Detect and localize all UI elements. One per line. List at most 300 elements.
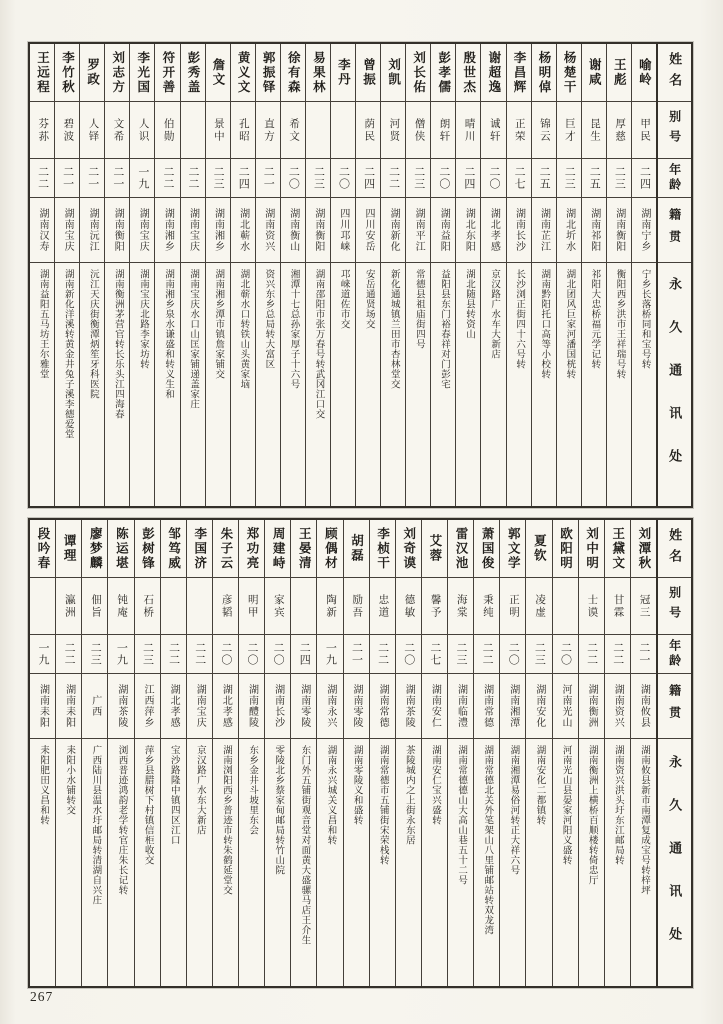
person-origin: 湖南宝庆: [181, 198, 205, 263]
person-age: 二一: [344, 635, 369, 674]
person-origin: 四川安岳: [356, 198, 380, 263]
person-name: 朱子云: [213, 520, 238, 578]
person-origin: 湖南攸县: [631, 674, 656, 739]
person-column: [343, 520, 369, 986]
person-name: 艾蓉: [422, 520, 447, 578]
person-age: 二二: [30, 159, 54, 198]
person-address: 湖南常德市五铺街宋荣栈转: [377, 745, 388, 865]
person-alias: 碧波: [55, 102, 79, 159]
person-age: 二〇: [553, 635, 578, 674]
person-origin: 湖北孝感: [213, 674, 238, 739]
person-alias: [181, 102, 205, 159]
person-age: 二五: [532, 159, 556, 198]
person-alias: 伯勋: [155, 102, 179, 159]
person-address: 常德县祖庙街四号: [413, 269, 424, 349]
person-alias: 人铎: [80, 102, 104, 159]
person-name: 罗政: [80, 44, 104, 102]
person-age: 二一: [105, 159, 129, 198]
person-address: 湖南湘乡泉水谦盛和转义生和: [163, 269, 174, 399]
person-name: 李竹秋: [55, 44, 79, 102]
person-column: [160, 520, 186, 986]
person-column: [606, 44, 631, 506]
person-column: [134, 520, 160, 986]
person-column: [473, 520, 499, 986]
person-origin: 湖南宝庆: [55, 198, 79, 263]
person-name: 廖梦麟: [82, 520, 107, 578]
person-column: [531, 44, 556, 506]
person-name: 殷世杰: [456, 44, 480, 102]
person-column: [180, 44, 205, 506]
person-address: 茶陵城内之上街永东居: [403, 745, 414, 845]
person-age: 二〇: [396, 635, 421, 674]
person-alias: 晴川: [456, 102, 480, 159]
column-header-address: 永久通讯处: [667, 277, 683, 492]
person-age: 二二: [181, 159, 205, 198]
person-address: 耒阳小水铺转交: [64, 745, 75, 815]
person-alias: 荫民: [356, 102, 380, 159]
person-address: 湖北随县转资山: [464, 269, 475, 339]
person-alias: 正明: [500, 578, 525, 635]
person-origin: 湖南湘乡: [206, 198, 230, 263]
column-header-origin: 籍贯: [658, 674, 691, 739]
person-alias: 希文: [281, 102, 305, 159]
person-age: 一九: [30, 635, 55, 674]
person-alias: [291, 578, 316, 635]
person-alias: [30, 578, 55, 635]
person-age: 二四: [456, 159, 480, 198]
person-column: [205, 44, 230, 506]
person-origin: 湖南宝庆: [130, 198, 154, 263]
person-name: 顾偶材: [317, 520, 342, 578]
person-column: [369, 520, 395, 986]
person-name: 刘长佑: [406, 44, 430, 102]
person-origin: 湖南沅江: [80, 198, 104, 263]
person-origin: 湖南长沙: [265, 674, 290, 739]
person-alias: 甘霖: [605, 578, 630, 635]
person-origin: 湖北孝感: [481, 198, 505, 263]
person-column: [290, 520, 316, 986]
person-name: 王远程: [30, 44, 54, 102]
column-header-age: 年龄: [658, 159, 691, 198]
person-column: [421, 520, 447, 986]
person-column: [552, 520, 578, 986]
person-origin: 湖北圻水: [557, 198, 581, 263]
person-address: 京汉路广水东大新店: [194, 745, 205, 835]
person-age: 二四: [231, 159, 255, 198]
person-alias: 馨予: [422, 578, 447, 635]
person-column: [630, 520, 656, 986]
person-age: 二一: [631, 635, 656, 674]
person-column: [30, 44, 54, 506]
person-alias: 冠三: [631, 578, 656, 635]
person-alias: 德敏: [396, 578, 421, 635]
person-alias: [187, 578, 212, 635]
person-alias: 昆生: [582, 102, 606, 159]
person-origin: 湖南湘潭: [500, 674, 525, 739]
person-address: 零陵北乡蔡家甸邮局转竹山院: [273, 745, 284, 875]
person-address: 萍乡县腊树下村镇信柜收交: [142, 745, 153, 865]
person-origin: 湖南祁阳: [582, 198, 606, 263]
person-column: [405, 44, 430, 506]
person-name: 周建峙: [265, 520, 290, 578]
person-alias: 甲民: [632, 102, 656, 159]
person-name: 彭秀盖: [181, 44, 205, 102]
person-name: 段吟春: [30, 520, 55, 578]
person-address: 湖南宝庆水口山匡家铺递盖家庄: [188, 269, 199, 409]
person-address: 益阳县东门裕春祥对门彭宅: [438, 269, 449, 389]
person-name: 郭振铎: [256, 44, 280, 102]
person-alias: 凌虚: [526, 578, 551, 635]
person-origin: 湖南平江: [406, 198, 430, 263]
person-alias: 瀛洲: [56, 578, 81, 635]
person-origin: 湖南益阳: [431, 198, 455, 263]
person-age: 二三: [406, 159, 430, 198]
person-column: [604, 520, 630, 986]
person-origin: 湖南常德: [370, 674, 395, 739]
person-column: [499, 520, 525, 986]
column-header-alias: 别号: [658, 102, 691, 159]
person-alias: 钝庵: [108, 578, 133, 635]
person-age: 二四: [632, 159, 656, 198]
person-age: 二〇: [500, 635, 525, 674]
person-name: 刘中明: [579, 520, 604, 578]
person-column: [129, 44, 154, 506]
person-origin: 湖北孝感: [161, 674, 186, 739]
person-name: 王彪: [607, 44, 631, 102]
person-age: 二一: [55, 159, 79, 198]
person-name: 王黛文: [605, 520, 630, 578]
person-name: 符开善: [155, 44, 179, 102]
person-column: [380, 44, 405, 506]
person-name: 彭树锋: [135, 520, 160, 578]
person-name: 黄义文: [231, 44, 255, 102]
person-column: [81, 520, 107, 986]
person-address: 湖南安仁宝兴盛转: [430, 745, 441, 825]
person-address: 浏西普迹鸿韵老学转官庄朱长记转: [116, 745, 127, 895]
person-address: 湖南邵阳市张万春号转武冈江口交: [313, 269, 324, 419]
column-header-name: 姓名: [658, 44, 691, 102]
person-origin: 湖南常德: [474, 674, 499, 739]
person-name: 杨楚干: [557, 44, 581, 102]
person-alias: 巨才: [557, 102, 581, 159]
person-name: 曾振: [356, 44, 380, 102]
person-alias: 彦韬: [213, 578, 238, 635]
person-alias: 励吾: [344, 578, 369, 635]
person-column: [230, 44, 255, 506]
person-alias: 石桥: [135, 578, 160, 635]
person-age: 二二: [370, 635, 395, 674]
person-address: 湖南宝庆北路李家坊转: [138, 269, 148, 369]
person-address: 湖南湘乡潭市镇詹家铺交: [213, 269, 224, 379]
person-name: 雷汉池: [448, 520, 473, 578]
person-name: 李丹: [331, 44, 355, 102]
person-column: [578, 520, 604, 986]
person-alias: 锦云: [532, 102, 556, 159]
person-age: 二二: [155, 159, 179, 198]
person-origin: 湖南资兴: [605, 674, 630, 739]
person-origin: 湖南耒阳: [30, 674, 55, 739]
person-alias: 诚轩: [481, 102, 505, 159]
person-origin: 湖南汉寿: [30, 198, 54, 263]
person-age: 二五: [582, 159, 606, 198]
person-name: 李国济: [187, 520, 212, 578]
person-alias: 厚慈: [607, 102, 631, 159]
person-column: [330, 44, 355, 506]
person-alias: 正荣: [507, 102, 531, 159]
person-column: [506, 44, 531, 506]
person-address: 湖南湘潭易俗河转正大祥六号: [508, 745, 519, 875]
person-age: 二〇: [239, 635, 264, 674]
person-alias: 家宾: [265, 578, 290, 635]
person-origin: 广西: [82, 674, 107, 739]
person-address: 耒阳肥田义昌和转: [38, 745, 49, 825]
person-name: 喻岭: [632, 44, 656, 102]
person-address: 湖南浏阳西乡普迹市转朱鹤延堂交: [221, 745, 232, 895]
person-age: 二二: [187, 635, 212, 674]
roster-table-upper: [28, 42, 693, 508]
person-column: [107, 520, 133, 986]
person-column: [264, 520, 290, 986]
person-origin: 湖南茶陵: [396, 674, 421, 739]
person-name: 刘凯: [381, 44, 405, 102]
person-alias: 士谟: [579, 578, 604, 635]
person-column: [79, 44, 104, 506]
person-origin: 湖南资兴: [256, 198, 280, 263]
person-origin: 湖南永兴: [317, 674, 342, 739]
person-address: 湖北团风巨家河潘国桄转: [564, 269, 575, 379]
person-column: [280, 44, 305, 506]
person-address: 湖南益阳五马坊王尔雅堂: [37, 269, 48, 379]
person-origin: 江西萍乡: [135, 674, 160, 739]
person-name: 易果林: [306, 44, 330, 102]
person-age: 二二: [381, 159, 405, 198]
person-alias: 忠道: [370, 578, 395, 635]
person-name: 杨明倬: [532, 44, 556, 102]
person-column: [55, 520, 81, 986]
person-origin: 湖南耒阳: [56, 674, 81, 739]
person-alias: 僧侠: [406, 102, 430, 159]
person-address: 沅江天庆街衡潭炳笙牙科医院: [87, 269, 98, 399]
person-alias: 人识: [130, 102, 154, 159]
person-alias: [553, 578, 578, 635]
person-origin: 湖南芷江: [532, 198, 556, 263]
person-origin: 湖南衡阳: [306, 198, 330, 263]
person-alias: 陶新: [317, 578, 342, 635]
person-address: 湖南资兴洪头圩东江邮局转: [612, 745, 623, 865]
person-address: 宝沙路隆中镇四区江口: [168, 745, 179, 845]
person-name: 陈运堪: [108, 520, 133, 578]
person-origin: 湖南长沙: [507, 198, 531, 263]
person-address: 新化通城镇兰田市杏林堂交: [388, 269, 399, 389]
person-address: 东乡金井斗坡里东会: [247, 745, 258, 835]
person-age: 二一: [80, 159, 104, 198]
person-age: 二〇: [265, 635, 290, 674]
person-alias: 直方: [256, 102, 280, 159]
person-address: 河南光山县晏家河阳义盛转: [560, 745, 571, 865]
person-address: 广西陆川县温水圩邮局转清湖自兴庄: [90, 745, 101, 905]
person-column: [395, 520, 421, 986]
person-origin: 湖南安仁: [422, 674, 447, 739]
person-column: [305, 44, 330, 506]
person-age: 二〇: [331, 159, 355, 198]
person-column: [238, 520, 264, 986]
person-address: 湖南黔阳托口高等小校转: [539, 269, 550, 379]
person-name: 胡磊: [344, 520, 369, 578]
person-address: 邛崃道佐市交: [338, 269, 349, 329]
person-column: [556, 44, 581, 506]
person-name: 刘潭秋: [631, 520, 656, 578]
person-address: 湘潭十七总孙家厚子十六号: [288, 269, 299, 389]
person-address: 湖南常德德山大高山巷五十二号: [456, 745, 467, 885]
person-address: 湖南衡洲茅营官转长乐头江四海春: [112, 269, 123, 419]
person-alias: 景中: [206, 102, 230, 159]
column-header-address: 永久通讯处: [667, 755, 683, 970]
person-name: 谭理: [56, 520, 81, 578]
header-column: [656, 520, 691, 986]
person-name: 郑功亮: [239, 520, 264, 578]
person-age: 二三: [448, 635, 473, 674]
column-header-name: 姓名: [658, 520, 691, 578]
person-age: 二四: [291, 635, 316, 674]
person-age: 二〇: [281, 159, 305, 198]
person-name: 詹文: [206, 44, 230, 102]
person-column: [316, 520, 342, 986]
person-age: 二〇: [213, 635, 238, 674]
person-column: [54, 44, 79, 506]
person-origin: 湖南衡山: [281, 198, 305, 263]
person-column: [447, 520, 473, 986]
person-name: 王晏清: [291, 520, 316, 578]
person-age: 二三: [206, 159, 230, 198]
person-origin: 湖南宁乡: [632, 198, 656, 263]
person-column: [525, 520, 551, 986]
person-origin: 湖南零陵: [344, 674, 369, 739]
person-column: [430, 44, 455, 506]
person-origin: 湖南临澧: [448, 674, 473, 739]
person-age: 二七: [422, 635, 447, 674]
person-address: 京汉路广水车大新店: [489, 269, 500, 359]
person-origin: 湖南醴陵: [239, 674, 264, 739]
person-alias: 芬荪: [30, 102, 54, 159]
person-address: 祁阳大忠桥福元学记转: [589, 269, 600, 369]
person-alias: 秉纯: [474, 578, 499, 635]
person-origin: 湖南湘乡: [155, 198, 179, 263]
person-name: 徐有森: [281, 44, 305, 102]
roster-table-lower: [28, 518, 693, 988]
person-alias: [161, 578, 186, 635]
person-address: 湖南常德北关外笔架山八里铺邮站转双龙湾: [482, 745, 493, 935]
person-alias: 河贤: [381, 102, 405, 159]
person-name: 李昌辉: [507, 44, 531, 102]
person-age: 二二: [56, 635, 81, 674]
column-header-origin: 籍贯: [658, 198, 691, 263]
person-address: 湖南衡洲上横桥百顺楼转倚忠厅: [586, 745, 597, 885]
person-age: 二七: [507, 159, 531, 198]
person-origin: 湖南衡洲: [579, 674, 604, 739]
person-age: 二〇: [431, 159, 455, 198]
person-address: 湖南新化洋溪转黄金井兔子溪李德爱堂: [62, 269, 73, 439]
person-alias: 明甲: [239, 578, 264, 635]
person-alias: 孔昭: [231, 102, 255, 159]
person-origin: 湖北蕲水: [231, 198, 255, 263]
person-alias: 文希: [105, 102, 129, 159]
person-name: 萧国俊: [474, 520, 499, 578]
person-name: 谢咸: [582, 44, 606, 102]
person-name: 李桢干: [370, 520, 395, 578]
column-header-alias: 别号: [658, 578, 691, 635]
person-name: 谢超逸: [481, 44, 505, 102]
person-address: 湖南安化二都镇转: [534, 745, 545, 825]
person-alias: [331, 102, 355, 159]
person-origin: 湖南衡阳: [607, 198, 631, 263]
person-age: 一九: [317, 635, 342, 674]
person-column: [455, 44, 480, 506]
column-header-age: 年龄: [658, 635, 691, 674]
person-name: 刘奇谟: [396, 520, 421, 578]
person-age: 二二: [161, 635, 186, 674]
person-name: 夏钦: [526, 520, 551, 578]
person-address: 东门外五铺街观音堂对面黄大盛骡马店王介生: [299, 745, 310, 945]
person-origin: 湖北东阳: [456, 198, 480, 263]
person-age: 一九: [108, 635, 133, 674]
person-origin: 湖南宝庆: [187, 674, 212, 739]
person-alias: 海棠: [448, 578, 473, 635]
person-age: 二三: [135, 635, 160, 674]
person-column: [212, 520, 238, 986]
person-column: [104, 44, 129, 506]
person-age: 二〇: [481, 159, 505, 198]
page-number: 267: [30, 989, 54, 1004]
person-age: 二二: [605, 635, 630, 674]
person-origin: 湖南衡阳: [105, 198, 129, 263]
header-column: [656, 44, 691, 506]
person-alias: 佃旨: [82, 578, 107, 635]
person-origin: 河南光山: [553, 674, 578, 739]
person-address: 湖南零陵义和盛转: [351, 745, 362, 825]
person-origin: 湖南茶陵: [108, 674, 133, 739]
person-origin: 湖南安化: [526, 674, 551, 739]
person-name: 欧阳明: [553, 520, 578, 578]
person-column: [355, 44, 380, 506]
person-age: 二三: [557, 159, 581, 198]
person-origin: 湖南零陵: [291, 674, 316, 739]
person-address: 湖北蕲水口转铁山头黄家垴: [238, 269, 249, 389]
person-age: 二三: [82, 635, 107, 674]
person-alias: 朗轩: [431, 102, 455, 159]
person-address: 宁乡长落桥同和宝号转: [639, 269, 650, 369]
person-age: 二一: [256, 159, 280, 198]
person-column: [154, 44, 179, 506]
person-address: 安岳通贤场交: [363, 269, 374, 329]
person-age: 一九: [130, 159, 154, 198]
person-name: 刘志方: [105, 44, 129, 102]
person-column: [631, 44, 656, 506]
person-origin: 四川邛崃: [331, 198, 355, 263]
person-address: 长沙浏正街四十六号转: [514, 269, 525, 369]
person-column: [581, 44, 606, 506]
person-name: 李光国: [130, 44, 154, 102]
person-age: 二三: [306, 159, 330, 198]
person-address: 湖南攸县新市南潭复成宝号转梓坪: [639, 745, 650, 895]
person-column: [480, 44, 505, 506]
person-age: 二二: [474, 635, 499, 674]
person-age: 二四: [356, 159, 380, 198]
person-column: [30, 520, 55, 986]
person-age: 二三: [526, 635, 551, 674]
person-address: 资兴东乡总局转大富区: [263, 269, 274, 369]
person-address: 衡阳西乡洪市王祥瑞号转: [614, 269, 625, 379]
person-age: 二三: [607, 159, 631, 198]
